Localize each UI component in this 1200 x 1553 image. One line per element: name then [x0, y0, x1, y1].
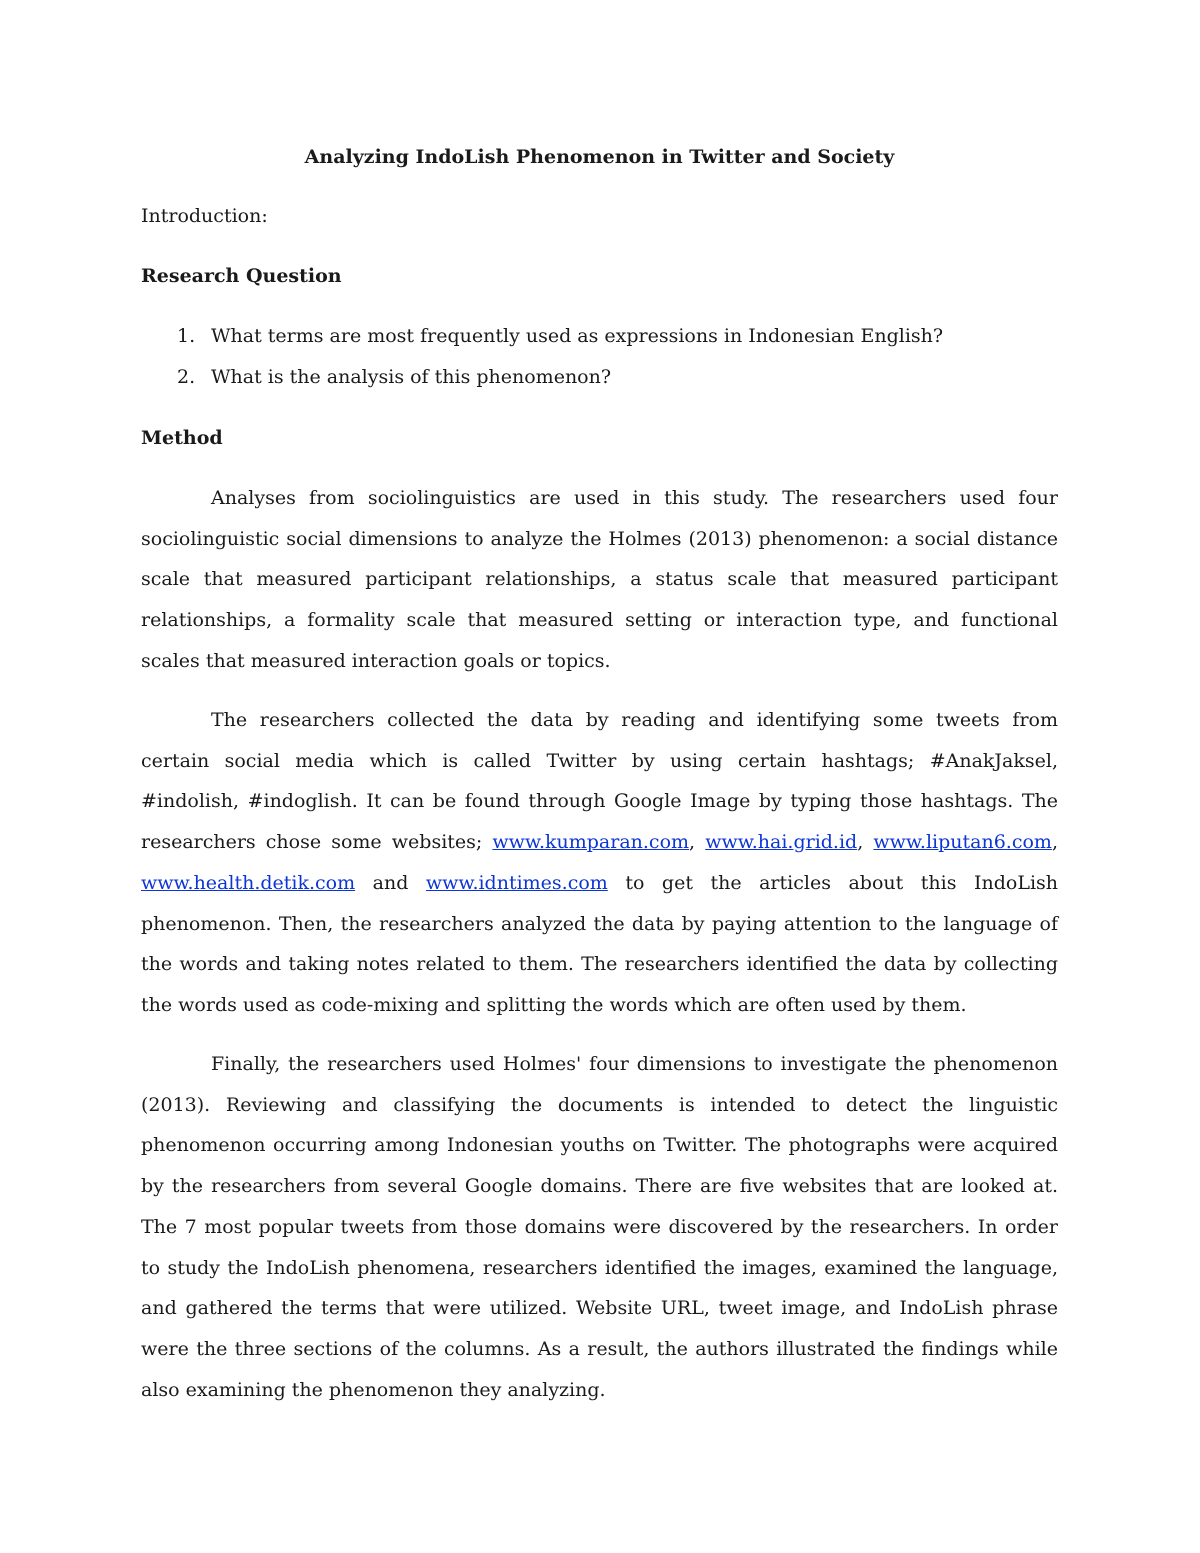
- link-health-detik[interactable]: www.health.detik.com: [141, 871, 356, 894]
- paragraph-text: The researchers collected the data by reading and identifying some tweets from certain social media which is called Twitter by using certain hashtags; #AnakJaksel, #indolish, #indoglish. It can be found through Google Image by typing those hashtags. The researchers chose some websites;: [141, 709, 1058, 854]
- document-page: [141, 0, 1058, 1553]
- list-item-number: 2.: [177, 366, 196, 388]
- paragraph-text: ,: [857, 831, 874, 854]
- list-item: [141, 362, 943, 392]
- paragraph-text: and: [355, 871, 426, 894]
- research-question-list: [141, 321, 943, 403]
- method-paragraph-3: Finally, the researchers used Holmes' four dimensions to investigate the phenomenon (2013). Reviewing and classifying the documents is intended to detect the linguistic phenomenon occurring among Indonesian youths on Twitter. The photographs were acquired by the researchers from several Google domains. There are five websites that are looked at. The 7 most popular tweets from those domains were discovered by the researchers. In order to study the IndoLish phenomena, researchers identified the images, examined the language, and gathered the terms that were utilized. Website URL, tweet image, and IndoLish phrase were the three sections of the columns. As a result, the authors illustrated the findings while also examining the phenomenon they analyzing.: [141, 1053, 1058, 1401]
- method-paragraph-1: Analyses from sociolinguistics are used in this study. The researchers used four sociolinguistic social dimensions to analyze the Holmes (2013) phenomenon: a social distance scale that measured participant relationships, a status scale that measured participant relationships, a formality scale that measured setting or interaction type, and functional scales that measured interaction goals or topics.: [141, 487, 1058, 672]
- document-title: Analyzing IndoLish Phenomenon in Twitter and Society: [304, 146, 895, 168]
- method-heading: Method: [141, 427, 223, 449]
- list-item: [141, 321, 943, 351]
- paragraph-text: ,: [1051, 831, 1058, 854]
- link-liputan6[interactable]: www.liputan6.com: [873, 831, 1052, 854]
- paragraph-text: ,: [689, 831, 706, 854]
- list-item-number: 1.: [177, 325, 196, 347]
- research-question-heading: Research Question: [141, 265, 342, 287]
- paragraph-text: to get the articles about this IndoLish phenomenon. Then, the researchers analyzed the data by paying attention to the language of the words and taking notes related to them. The researchers identified the data by collecting the words used as code-mixing and splitting the words which are often used by them.: [141, 871, 1059, 1016]
- list-item-text: What is the analysis of this phenomenon?: [211, 366, 612, 388]
- method-paragraph-2: [141, 700, 1058, 1026]
- link-idntimes[interactable]: www.idntimes.com: [425, 871, 608, 894]
- introduction-label: Introduction:: [141, 205, 268, 227]
- list-item-text: What terms are most frequently used as expressions in Indonesian English?: [211, 325, 944, 347]
- link-kumparan[interactable]: www.kumparan.com: [492, 831, 690, 854]
- link-hai-grid[interactable]: www.hai.grid.id: [705, 831, 858, 854]
